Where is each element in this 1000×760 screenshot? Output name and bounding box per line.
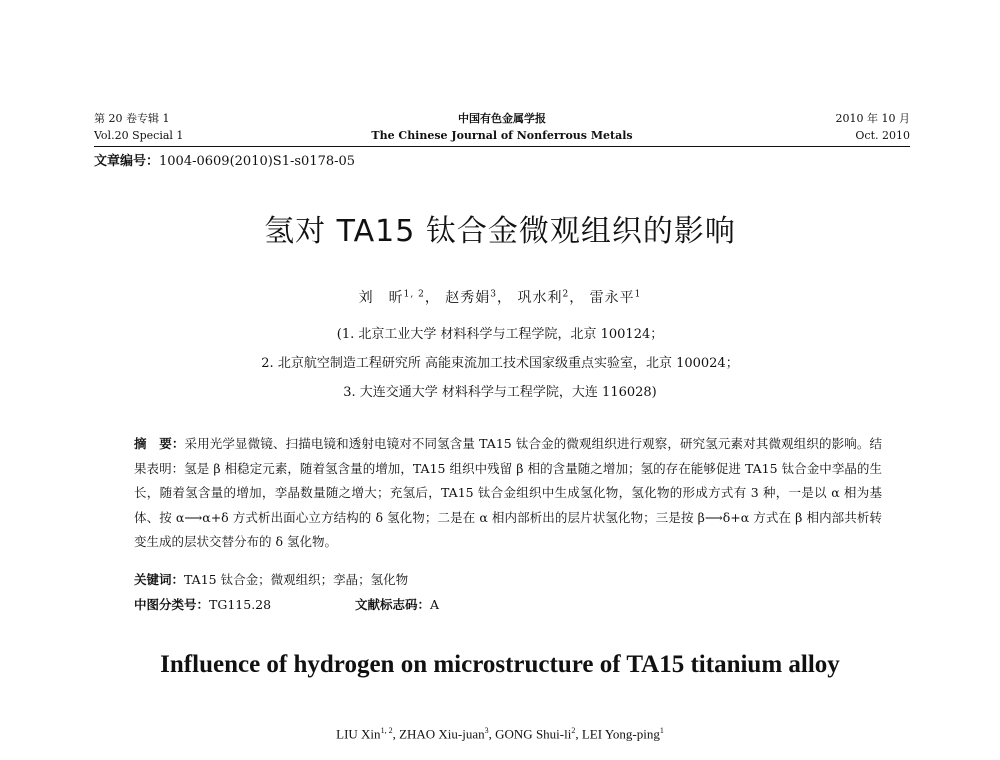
title-chinese: 氢对 TA15 钛合金微观组织的影响 bbox=[264, 214, 736, 249]
author-cn-name: 刘 昕 bbox=[358, 290, 404, 306]
author-en-name: LIU Xin bbox=[336, 726, 381, 742]
header-date-en: Oct. 2010 bbox=[855, 129, 910, 142]
authors-chinese bbox=[0, 287, 1000, 307]
author-cn-affil: 1 bbox=[634, 289, 642, 300]
author-cn-sep: ， bbox=[569, 290, 585, 306]
author-en-sep: , bbox=[488, 726, 496, 742]
classification-number bbox=[134, 595, 271, 613]
header-volume-cn: 第 20 卷专辑 1 bbox=[94, 112, 170, 125]
author-en-affil: 1, 2 bbox=[380, 726, 393, 735]
author-en-affil: 1 bbox=[659, 726, 664, 735]
author-en-sep: , bbox=[575, 726, 582, 742]
author-en-affil: 3 bbox=[484, 726, 489, 735]
author-cn-sep: ， bbox=[497, 290, 512, 306]
header-journal-cn: 中国有色金属学报 bbox=[458, 112, 546, 125]
author-en-name: GONG Shui-li bbox=[495, 726, 572, 742]
article-number-label: 文章编号： bbox=[94, 154, 160, 169]
author-en-name: LEI Yong-ping bbox=[581, 726, 660, 742]
header-journal-en: The Chinese Journal of Nonferrous Metals bbox=[371, 129, 633, 142]
author-cn-name: 巩水利 bbox=[517, 290, 563, 306]
author-cn-sep: ， bbox=[424, 290, 440, 306]
article-number bbox=[94, 150, 355, 169]
classification-value: TG115.28 bbox=[209, 597, 272, 612]
author-cn-affil: 1, 2 bbox=[403, 289, 425, 300]
keywords-text: TA15 钛合金；微观组织；孪晶；氢化物 bbox=[184, 572, 409, 587]
keywords bbox=[134, 570, 408, 588]
header-journal bbox=[94, 110, 910, 144]
article-number-value: 1004-0609(2010)S1-s0178-05 bbox=[159, 154, 356, 169]
author-cn-name: 赵秀娟 bbox=[445, 290, 491, 306]
author-cn-affil: 2 bbox=[562, 289, 570, 300]
header-rule bbox=[94, 146, 910, 147]
abstract bbox=[134, 432, 882, 555]
classification-label: 中图分类号： bbox=[134, 597, 210, 612]
running-header bbox=[94, 110, 910, 150]
document-code bbox=[355, 595, 439, 613]
abstract-label: 摘 要： bbox=[134, 436, 185, 451]
keywords-label: 关键词： bbox=[134, 572, 185, 587]
header-date-cn: 2010 年 10 月 bbox=[835, 112, 910, 125]
affiliation-2: 2. 北京航空制造工程研究所 高能束流加工技术国家级重点实验室，北京 100024； bbox=[261, 356, 739, 371]
authors-english bbox=[0, 726, 1000, 742]
author-en-sep: , bbox=[392, 726, 400, 742]
header-date bbox=[836, 110, 910, 144]
abstract-text: 采用光学显微镜、扫描电镜和透射电镜对不同氢含量 TA15 钛合金的微观组织进行观察，研究氢元素对其微观组织的影响。结果表明：氢是 β 相稳定元素，随着氢含量的增加，TA15 组织中残留 β 相的含量随之增加；氢的存在能够促进 TA15 钛合金中孪晶的生长，随着氢含量的增加，孪晶数量随之增大；充氢后，TA15 钛合金组织中生成氢化物，氢化物的形成方式有 3 种，一是以 α 相为基体、按 α⟶α+δ 方式析出面心立方结构的 δ 氢化物；二是在 α 相内部析出的层片状氢化物；三是按 β⟶δ+α 方式在 β 相内部共析转变生成的层状交替分布的 δ 氢化物。 bbox=[134, 436, 882, 549]
author-en-affil: 2 bbox=[571, 726, 576, 735]
affiliation-3: 3. 大连交通大学 材料科学与工程学院，大连 116028) bbox=[343, 385, 657, 400]
document-code-value: A bbox=[430, 597, 440, 612]
title-english: Influence of hydrogen on microstructure of TA15 titanium alloy bbox=[160, 651, 840, 678]
document-code-label: 文献标志码： bbox=[355, 597, 431, 612]
author-cn-name: 雷永平 bbox=[589, 290, 635, 306]
header-volume-en: Vol.20 Special 1 bbox=[94, 129, 184, 142]
author-en-name: ZHAO Xiu-juan bbox=[399, 726, 485, 742]
author-cn-affil: 3 bbox=[490, 289, 497, 300]
affiliation-1: (1. 北京工业大学 材料科学与工程学院，北京 100124； bbox=[336, 327, 664, 342]
